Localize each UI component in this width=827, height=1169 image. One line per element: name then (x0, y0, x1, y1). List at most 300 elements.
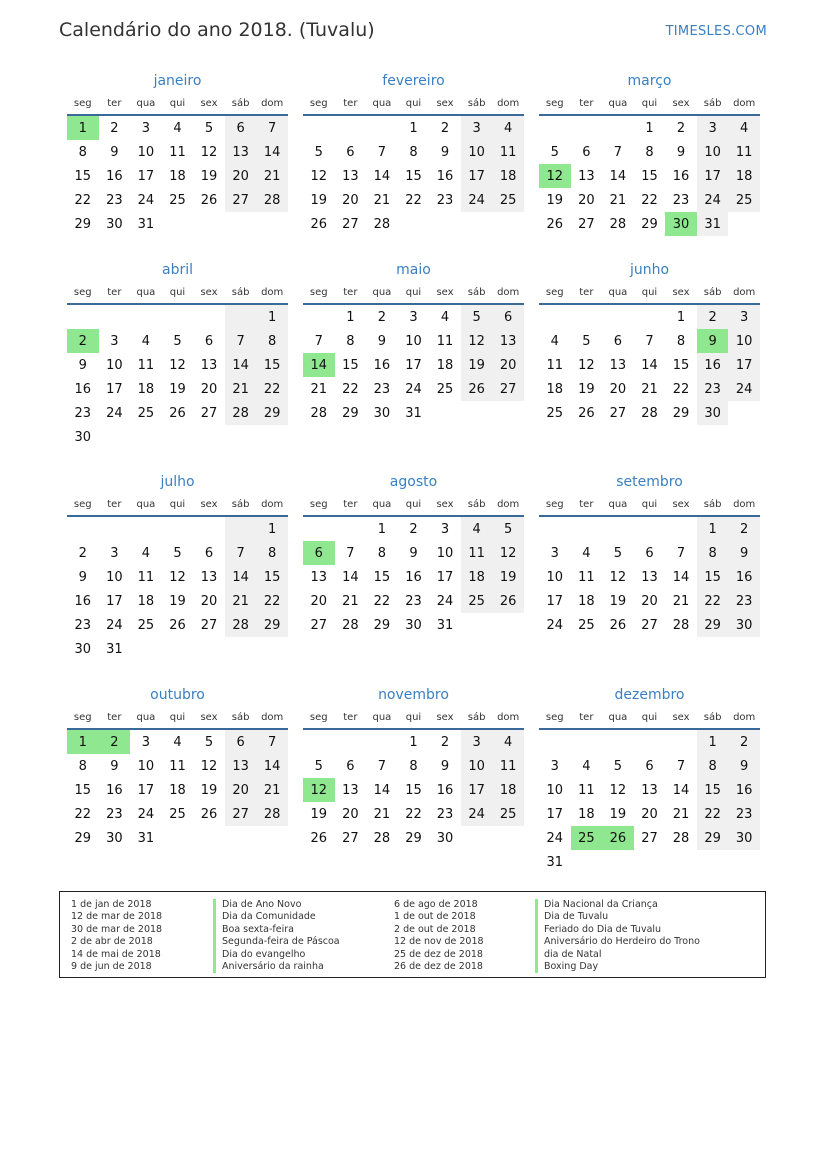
day-cell[interactable]: 14 (225, 565, 257, 589)
day-cell[interactable]: 15 (74, 782, 92, 798)
day-cell[interactable]: 27 (578, 216, 595, 232)
day-cell[interactable]: 13 (200, 357, 218, 373)
day-cell[interactable]: 14 (342, 569, 359, 585)
day-cell[interactable]: 23 (74, 617, 92, 633)
day-cell[interactable]: 12 (492, 541, 524, 565)
day-cell[interactable]: 8 (409, 144, 418, 160)
day-cell[interactable]: 16 (74, 381, 92, 397)
day-cell[interactable]: 20 (578, 192, 595, 208)
day-cell[interactable]: 28 (256, 802, 288, 826)
day-cell[interactable]: 8 (78, 758, 87, 774)
day-cell[interactable]: 10 (137, 144, 155, 160)
day-cell[interactable]: 7 (613, 144, 623, 160)
day-cell[interactable]: 11 (578, 782, 595, 798)
day-cell[interactable]: 7 (225, 329, 257, 353)
day-cell[interactable]: 25 (137, 405, 155, 421)
day-cell[interactable]: 24 (461, 802, 493, 826)
day-cell[interactable]: 29 (74, 830, 92, 846)
day-cell[interactable]: 22 (405, 806, 422, 822)
day-cell[interactable]: 11 (728, 140, 760, 164)
day-cell[interactable]: 8 (78, 144, 87, 160)
day-cell[interactable]: 8 (645, 144, 654, 160)
day-cell[interactable]: 5 (613, 545, 623, 561)
day-cell[interactable]: 21 (641, 381, 658, 397)
day-cell[interactable]: 24 (461, 188, 493, 212)
day-cell[interactable]: 12 (169, 569, 186, 585)
day-cell[interactable]: 16 (672, 168, 690, 184)
day-cell[interactable]: 22 (697, 589, 729, 613)
day-cell[interactable]: 1 (697, 729, 729, 754)
day-cell[interactable]: 11 (137, 357, 155, 373)
day-cell[interactable]: 3 (461, 729, 493, 754)
day-cell[interactable]: 2 (78, 545, 87, 561)
day-cell[interactable]: 20 (225, 778, 257, 802)
day-cell[interactable]: 31 (436, 617, 454, 633)
day-cell[interactable]: 18 (137, 593, 155, 609)
day-cell[interactable]: 31 (137, 216, 155, 232)
day-cell[interactable]: 27 (310, 617, 328, 633)
day-cell[interactable]: 31 (546, 854, 564, 870)
day-cell[interactable]: 21 (256, 164, 288, 188)
day-cell[interactable]: 17 (137, 782, 155, 798)
day-cell[interactable]: 17 (137, 168, 155, 184)
day-cell[interactable]: 2 (99, 729, 131, 754)
day-cell[interactable]: 25 (546, 405, 564, 421)
brand-link[interactable]: TIMESLES.COM (665, 24, 767, 39)
day-cell[interactable]: 28 (310, 405, 328, 421)
day-cell[interactable]: 3 (728, 304, 760, 329)
day-cell[interactable]: 9 (110, 758, 119, 774)
day-cell[interactable]: 30 (106, 216, 123, 232)
day-cell[interactable]: 20 (200, 593, 218, 609)
day-cell[interactable]: 24 (728, 377, 760, 401)
day-cell[interactable]: 24 (106, 405, 123, 421)
day-cell[interactable]: 10 (461, 140, 493, 164)
day-cell[interactable]: 27 (225, 188, 257, 212)
day-cell[interactable]: 29 (405, 830, 422, 846)
day-cell[interactable]: 21 (225, 377, 257, 401)
day-cell[interactable]: 6 (346, 144, 355, 160)
day-cell[interactable]: 25 (492, 802, 524, 826)
day-cell[interactable]: 27 (641, 617, 658, 633)
day-cell[interactable]: 9 (440, 758, 450, 774)
day-cell[interactable]: 26 (461, 377, 493, 401)
day-cell[interactable]: 18 (492, 778, 524, 802)
day-cell[interactable]: 2 (440, 734, 450, 750)
day-cell[interactable]: 31 (405, 405, 422, 421)
day-cell[interactable]: 5 (461, 304, 493, 329)
day-cell[interactable]: 14 (225, 353, 257, 377)
day-cell[interactable]: 21 (342, 593, 359, 609)
day-cell[interactable]: 24 (697, 188, 729, 212)
day-cell[interactable]: 18 (546, 381, 564, 397)
day-cell[interactable]: 6 (645, 758, 654, 774)
day-cell[interactable]: 3 (697, 115, 729, 140)
day-cell[interactable]: 7 (676, 758, 686, 774)
day-cell[interactable]: 1 (697, 516, 729, 541)
day-cell[interactable]: 1 (256, 516, 288, 541)
day-cell[interactable]: 27 (342, 830, 359, 846)
day-cell[interactable]: 1 (676, 309, 686, 325)
day-cell[interactable]: 2 (728, 729, 760, 754)
day-cell[interactable]: 15 (74, 168, 92, 184)
day-cell[interactable]: 16 (728, 778, 760, 802)
day-cell[interactable]: 10 (728, 329, 760, 353)
day-cell[interactable]: 19 (310, 192, 328, 208)
day-cell[interactable]: 30 (373, 405, 391, 421)
day-cell[interactable]: 10 (436, 545, 454, 561)
day-cell[interactable]: 22 (256, 589, 288, 613)
day-cell[interactable]: 20 (342, 806, 359, 822)
day-cell[interactable]: 23 (405, 593, 422, 609)
day-cell[interactable]: 20 (200, 381, 218, 397)
day-cell[interactable]: 16 (373, 357, 391, 373)
day-cell[interactable]: 10 (697, 140, 729, 164)
day-cell[interactable]: 16 (106, 168, 123, 184)
day-cell[interactable]: 13 (342, 168, 359, 184)
day-cell[interactable]: 14 (373, 168, 391, 184)
day-cell[interactable]: 7 (377, 758, 387, 774)
day-cell[interactable]: 5 (582, 333, 591, 349)
day-cell[interactable]: 9 (377, 333, 387, 349)
day-cell[interactable]: 23 (672, 192, 690, 208)
day-cell[interactable]: 28 (672, 617, 690, 633)
day-cell[interactable]: 26 (492, 589, 524, 613)
day-cell[interactable]: 25 (492, 188, 524, 212)
day-cell[interactable]: 20 (641, 593, 658, 609)
day-cell[interactable]: 28 (373, 830, 391, 846)
day-cell[interactable]: 4 (550, 333, 559, 349)
day-cell[interactable]: 26 (169, 617, 186, 633)
day-cell[interactable]: 13 (492, 329, 524, 353)
day-cell[interactable]: 22 (256, 377, 288, 401)
day-cell[interactable]: 1 (67, 115, 99, 140)
day-cell[interactable]: 30 (405, 617, 422, 633)
day-cell[interactable]: 17 (461, 778, 493, 802)
day-cell[interactable]: 24 (546, 617, 564, 633)
day-cell[interactable]: 27 (342, 216, 359, 232)
day-cell[interactable]: 22 (405, 192, 422, 208)
day-cell[interactable]: 15 (256, 353, 288, 377)
day-cell[interactable]: 29 (641, 216, 658, 232)
day-cell[interactable]: 5 (173, 545, 182, 561)
day-cell[interactable]: 13 (310, 569, 328, 585)
day-cell[interactable]: 24 (137, 806, 155, 822)
day-cell[interactable]: 15 (373, 569, 391, 585)
day-cell[interactable]: 11 (578, 569, 595, 585)
day-cell[interactable]: 7 (256, 729, 288, 754)
day-cell[interactable]: 11 (169, 144, 186, 160)
day-cell[interactable]: 12 (609, 782, 627, 798)
day-cell[interactable]: 29 (342, 405, 359, 421)
day-cell[interactable]: 25 (461, 589, 493, 613)
day-cell[interactable]: 19 (461, 353, 493, 377)
day-cell[interactable]: 3 (110, 545, 119, 561)
day-cell[interactable]: 31 (137, 830, 155, 846)
day-cell[interactable]: 19 (578, 381, 595, 397)
day-cell[interactable]: 19 (169, 381, 186, 397)
day-cell[interactable]: 19 (200, 782, 218, 798)
day-cell[interactable]: 4 (440, 309, 450, 325)
day-cell[interactable]: 31 (106, 641, 123, 657)
day-cell[interactable]: 4 (492, 729, 524, 754)
day-cell[interactable]: 24 (106, 617, 123, 633)
day-cell[interactable]: 12 (539, 164, 571, 188)
day-cell[interactable]: 29 (74, 216, 92, 232)
day-cell[interactable]: 23 (373, 381, 391, 397)
day-cell[interactable]: 10 (106, 357, 123, 373)
day-cell[interactable]: 30 (728, 826, 760, 850)
day-cell[interactable]: 22 (74, 806, 92, 822)
day-cell[interactable]: 6 (225, 115, 257, 140)
day-cell[interactable]: 16 (74, 593, 92, 609)
day-cell[interactable]: 2 (676, 120, 686, 136)
day-cell[interactable]: 13 (225, 754, 257, 778)
day-cell[interactable]: 2 (697, 304, 729, 329)
day-cell[interactable]: 10 (106, 569, 123, 585)
day-cell[interactable]: 26 (200, 806, 218, 822)
day-cell[interactable]: 27 (492, 377, 524, 401)
day-cell[interactable]: 4 (492, 115, 524, 140)
day-cell[interactable]: 23 (106, 806, 123, 822)
day-cell[interactable]: 28 (256, 188, 288, 212)
day-cell[interactable]: 15 (342, 357, 359, 373)
day-cell[interactable]: 25 (137, 617, 155, 633)
day-cell[interactable]: 7 (645, 333, 654, 349)
day-cell[interactable]: 14 (672, 782, 690, 798)
day-cell[interactable]: 10 (461, 754, 493, 778)
day-cell[interactable]: 7 (676, 545, 686, 561)
day-cell[interactable]: 3 (141, 120, 151, 136)
day-cell[interactable]: 28 (342, 617, 359, 633)
day-cell[interactable]: 22 (342, 381, 359, 397)
day-cell[interactable]: 1 (256, 304, 288, 329)
day-cell[interactable]: 21 (672, 806, 690, 822)
day-cell[interactable]: 27 (225, 802, 257, 826)
day-cell[interactable]: 8 (697, 541, 729, 565)
day-cell[interactable]: 7 (346, 545, 355, 561)
day-cell[interactable]: 14 (672, 569, 690, 585)
day-cell[interactable]: 8 (256, 541, 288, 565)
day-cell[interactable]: 5 (204, 120, 214, 136)
day-cell[interactable]: 17 (546, 806, 564, 822)
day-cell[interactable]: 6 (303, 541, 335, 565)
day-cell[interactable]: 11 (436, 333, 454, 349)
day-cell[interactable]: 5 (613, 758, 623, 774)
day-cell[interactable]: 23 (436, 192, 454, 208)
day-cell[interactable]: 30 (106, 830, 123, 846)
day-cell[interactable]: 9 (728, 541, 760, 565)
day-cell[interactable]: 13 (641, 782, 658, 798)
day-cell[interactable]: 18 (169, 168, 186, 184)
day-cell[interactable]: 26 (310, 216, 328, 232)
day-cell[interactable]: 30 (697, 401, 729, 425)
day-cell[interactable]: 5 (550, 144, 559, 160)
day-cell[interactable]: 4 (582, 545, 591, 561)
day-cell[interactable]: 13 (225, 140, 257, 164)
day-cell[interactable]: 23 (728, 802, 760, 826)
day-cell[interactable]: 17 (436, 569, 454, 585)
day-cell[interactable]: 11 (461, 541, 493, 565)
day-cell[interactable]: 12 (200, 144, 218, 160)
day-cell[interactable]: 17 (461, 164, 493, 188)
day-cell[interactable]: 17 (697, 164, 729, 188)
day-cell[interactable]: 29 (256, 401, 288, 425)
day-cell[interactable]: 5 (204, 734, 214, 750)
day-cell[interactable]: 2 (728, 516, 760, 541)
day-cell[interactable]: 26 (546, 216, 564, 232)
day-cell[interactable]: 7 (377, 144, 387, 160)
day-cell[interactable]: 3 (550, 758, 559, 774)
day-cell[interactable]: 6 (204, 333, 214, 349)
day-cell[interactable]: 4 (461, 516, 493, 541)
day-cell[interactable]: 13 (609, 357, 627, 373)
day-cell[interactable]: 21 (373, 806, 391, 822)
day-cell[interactable]: 12 (609, 569, 627, 585)
day-cell[interactable]: 18 (436, 357, 454, 373)
day-cell[interactable]: 29 (697, 826, 729, 850)
day-cell[interactable]: 17 (546, 593, 564, 609)
day-cell[interactable]: 11 (546, 357, 564, 373)
day-cell[interactable]: 1 (67, 729, 99, 754)
day-cell[interactable]: 28 (225, 401, 257, 425)
day-cell[interactable]: 7 (256, 115, 288, 140)
day-cell[interactable]: 1 (377, 521, 387, 537)
day-cell[interactable]: 3 (440, 521, 450, 537)
day-cell[interactable]: 24 (137, 192, 155, 208)
day-cell[interactable]: 16 (728, 565, 760, 589)
day-cell[interactable]: 3 (461, 115, 493, 140)
day-cell[interactable]: 20 (310, 593, 328, 609)
day-cell[interactable]: 28 (672, 830, 690, 846)
day-cell[interactable]: 6 (346, 758, 355, 774)
day-cell[interactable]: 14 (373, 782, 391, 798)
day-cell[interactable]: 18 (169, 782, 186, 798)
day-cell[interactable]: 26 (310, 830, 328, 846)
day-cell[interactable]: 8 (409, 758, 418, 774)
day-cell[interactable]: 11 (169, 758, 186, 774)
day-cell[interactable]: 7 (225, 541, 257, 565)
day-cell[interactable]: 27 (200, 405, 218, 421)
day-cell[interactable]: 12 (169, 357, 186, 373)
day-cell[interactable]: 5 (314, 144, 323, 160)
day-cell[interactable]: 18 (578, 806, 595, 822)
day-cell[interactable]: 21 (225, 589, 257, 613)
day-cell[interactable]: 15 (641, 168, 658, 184)
day-cell[interactable]: 4 (141, 333, 151, 349)
day-cell[interactable]: 9 (110, 144, 119, 160)
day-cell[interactable]: 30 (728, 613, 760, 637)
day-cell[interactable]: 23 (436, 806, 454, 822)
day-cell[interactable]: 6 (645, 545, 654, 561)
day-cell[interactable]: 27 (609, 405, 627, 421)
day-cell[interactable]: 8 (377, 545, 387, 561)
day-cell[interactable]: 21 (373, 192, 391, 208)
day-cell[interactable]: 23 (697, 377, 729, 401)
day-cell[interactable]: 16 (697, 353, 729, 377)
day-cell[interactable]: 9 (697, 329, 729, 353)
day-cell[interactable]: 8 (346, 333, 355, 349)
day-cell[interactable]: 13 (342, 782, 359, 798)
day-cell[interactable]: 29 (672, 405, 690, 421)
day-cell[interactable]: 2 (377, 309, 387, 325)
day-cell[interactable]: 23 (728, 589, 760, 613)
day-cell[interactable]: 26 (609, 617, 627, 633)
day-cell[interactable]: 5 (314, 758, 323, 774)
day-cell[interactable]: 19 (492, 565, 524, 589)
day-cell[interactable]: 26 (169, 405, 186, 421)
day-cell[interactable]: 28 (373, 216, 391, 232)
day-cell[interactable]: 1 (645, 120, 654, 136)
day-cell[interactable]: 11 (492, 754, 524, 778)
day-cell[interactable]: 1 (409, 734, 418, 750)
day-cell[interactable]: 19 (546, 192, 564, 208)
day-cell[interactable]: 20 (225, 164, 257, 188)
day-cell[interactable]: 19 (310, 806, 328, 822)
day-cell[interactable]: 10 (405, 333, 422, 349)
day-cell[interactable]: 18 (137, 381, 155, 397)
day-cell[interactable]: 14 (303, 353, 335, 377)
day-cell[interactable]: 10 (546, 782, 564, 798)
day-cell[interactable]: 9 (728, 754, 760, 778)
day-cell[interactable]: 22 (74, 192, 92, 208)
day-cell[interactable]: 8 (676, 333, 686, 349)
day-cell[interactable]: 14 (256, 754, 288, 778)
day-cell[interactable]: 22 (641, 192, 658, 208)
day-cell[interactable]: 4 (141, 545, 151, 561)
day-cell[interactable]: 30 (74, 641, 92, 657)
day-cell[interactable]: 26 (602, 826, 634, 850)
day-cell[interactable]: 20 (609, 381, 627, 397)
day-cell[interactable]: 6 (613, 333, 623, 349)
day-cell[interactable]: 3 (550, 545, 559, 561)
day-cell[interactable]: 3 (141, 734, 151, 750)
day-cell[interactable]: 28 (609, 216, 627, 232)
day-cell[interactable]: 14 (609, 168, 627, 184)
day-cell[interactable]: 22 (373, 593, 391, 609)
day-cell[interactable]: 28 (641, 405, 658, 421)
day-cell[interactable]: 2 (440, 120, 450, 136)
day-cell[interactable]: 20 (342, 192, 359, 208)
day-cell[interactable]: 13 (578, 168, 595, 184)
day-cell[interactable]: 8 (256, 329, 288, 353)
day-cell[interactable]: 2 (67, 329, 99, 353)
day-cell[interactable]: 30 (74, 429, 92, 445)
day-cell[interactable]: 11 (492, 140, 524, 164)
day-cell[interactable]: 10 (546, 569, 564, 585)
day-cell[interactable]: 4 (173, 734, 182, 750)
day-cell[interactable]: 12 (578, 357, 595, 373)
day-cell[interactable]: 25 (728, 188, 760, 212)
day-cell[interactable]: 9 (78, 569, 87, 585)
day-cell[interactable]: 17 (106, 593, 123, 609)
day-cell[interactable]: 9 (676, 144, 686, 160)
day-cell[interactable]: 9 (409, 545, 418, 561)
day-cell[interactable]: 4 (582, 758, 591, 774)
day-cell[interactable]: 16 (436, 782, 454, 798)
day-cell[interactable]: 26 (578, 405, 595, 421)
day-cell[interactable]: 15 (256, 565, 288, 589)
day-cell[interactable]: 15 (405, 168, 422, 184)
day-cell[interactable]: 1 (346, 309, 355, 325)
day-cell[interactable]: 16 (106, 782, 123, 798)
day-cell[interactable]: 25 (578, 617, 595, 633)
day-cell[interactable]: 25 (169, 806, 186, 822)
day-cell[interactable]: 13 (200, 569, 218, 585)
day-cell[interactable]: 15 (697, 778, 729, 802)
day-cell[interactable]: 18 (578, 593, 595, 609)
day-cell[interactable]: 14 (256, 140, 288, 164)
